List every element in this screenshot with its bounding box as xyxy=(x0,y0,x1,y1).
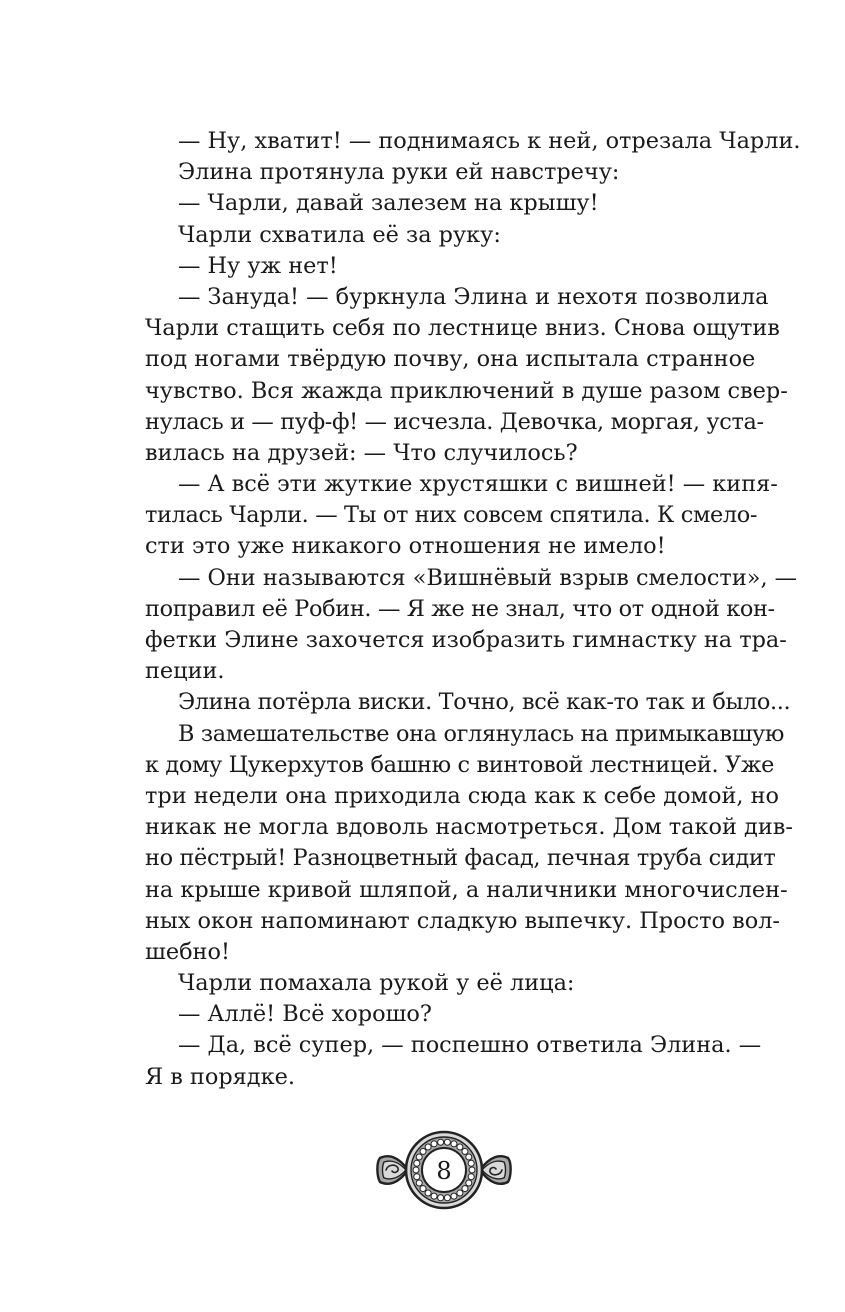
text-line: Я в порядке. xyxy=(145,1063,295,1090)
candy-bead xyxy=(420,1148,426,1154)
text-line: Элина протянула руки ей навстречу: xyxy=(178,159,620,186)
candy-bead xyxy=(414,1160,420,1166)
text-line: — Ну, хватит! — поднимаясь к ней, отрезала Чарли. xyxy=(178,128,801,154)
candy-bead xyxy=(438,1195,444,1201)
text-line: шебно! xyxy=(145,938,230,965)
text-line: сти это уже никакого отношения не имело! xyxy=(145,533,666,560)
candy-bead xyxy=(438,1139,444,1145)
candy-bead xyxy=(416,1154,422,1160)
candy-bead xyxy=(469,1167,475,1173)
text-line: — Да, всё супер, — поспешно ответила Элина. — xyxy=(178,1032,762,1059)
candy-bead xyxy=(457,1190,463,1196)
candy-bead xyxy=(468,1160,474,1166)
text-line: — Чарли, давай залезем на крышу! xyxy=(178,190,599,217)
candy-bead xyxy=(431,1193,437,1199)
text-line: Чарли схватила её за руку: xyxy=(178,221,501,248)
text-line: тилась Чарли. — Ты от них совсем спятила. К смело- xyxy=(145,502,758,529)
text-line: Чарли помахала рукой у её лица: xyxy=(178,970,575,997)
text-line: — Они называются «Вишнёвый взрыв смелости», — xyxy=(178,564,798,591)
candy-bead xyxy=(420,1186,426,1192)
text-line: фетки Элине захочется изобразить гимнастку на тра- xyxy=(145,627,787,653)
text-line: нулась и — пуф-ф! — исчезла. Девочка, моргая, уста- xyxy=(145,408,764,435)
text-line: В замешательстве она оглянулась на примыкавшую xyxy=(178,720,785,747)
text-line: ных окон напоминают сладкую выпечку. Просто вол- xyxy=(145,907,780,934)
candy-bead xyxy=(425,1144,431,1150)
text-line: чувство. Вся жажда приключений в душе разом свер- xyxy=(145,377,788,404)
text-line: — Аллё! Всё хорошо? xyxy=(178,1001,432,1028)
text-line: Элина потёрла виски. Точно, всё как-то так и было... xyxy=(178,689,791,716)
candy-bead xyxy=(466,1154,472,1160)
candy-bead xyxy=(457,1144,463,1150)
candy-icon xyxy=(374,1130,514,1210)
candy-bead xyxy=(451,1193,457,1199)
candy-bead xyxy=(444,1195,450,1201)
text-line: — Ну уж нет! xyxy=(178,252,338,279)
text-line: пеции. xyxy=(145,658,225,685)
candy-bead xyxy=(413,1167,419,1173)
text-line: под ногами твёрдую почву, она испытала странное xyxy=(145,346,756,373)
text-line: вилась на друзей: — Что случилось? xyxy=(145,439,578,466)
candy-bead xyxy=(414,1174,420,1180)
text-line: к дому Цукерхутов башню с винтовой лестницей. Уже xyxy=(145,751,774,778)
text-line: Чарли стащить себя по лестнице вниз. Снова ощутив xyxy=(145,315,780,342)
page-number: 8 xyxy=(436,1157,452,1185)
candy-bead xyxy=(451,1141,457,1147)
text-line: три недели она приходила сюда как к себе домой, но xyxy=(145,782,780,809)
candy-bead xyxy=(416,1180,422,1186)
candy-bead xyxy=(425,1190,431,1196)
candy-bead xyxy=(431,1141,437,1147)
text-line: никак не могла вдоволь насмотреться. Дом такой див- xyxy=(145,814,793,841)
text-line: — А всё эти жуткие хрустяшки с вишней! — кипя- xyxy=(178,471,778,498)
candy-bead xyxy=(444,1139,450,1145)
text-line: поправил её Робин. — Я же не знал, что от одной кон- xyxy=(145,595,775,622)
candy-bead xyxy=(462,1148,468,1154)
text-line: на крыше кривой шляпой, а наличники многочислен- xyxy=(145,876,788,903)
page-text xyxy=(145,126,801,1093)
text-line: но пёстрый! Разноцветный фасад, печная труба сидит xyxy=(145,845,776,872)
candy-bead xyxy=(468,1174,474,1180)
candy-bead xyxy=(462,1186,468,1192)
candy-bead xyxy=(466,1180,472,1186)
text-line: — Зануда! — буркнула Элина и нехотя позволила xyxy=(178,283,769,310)
